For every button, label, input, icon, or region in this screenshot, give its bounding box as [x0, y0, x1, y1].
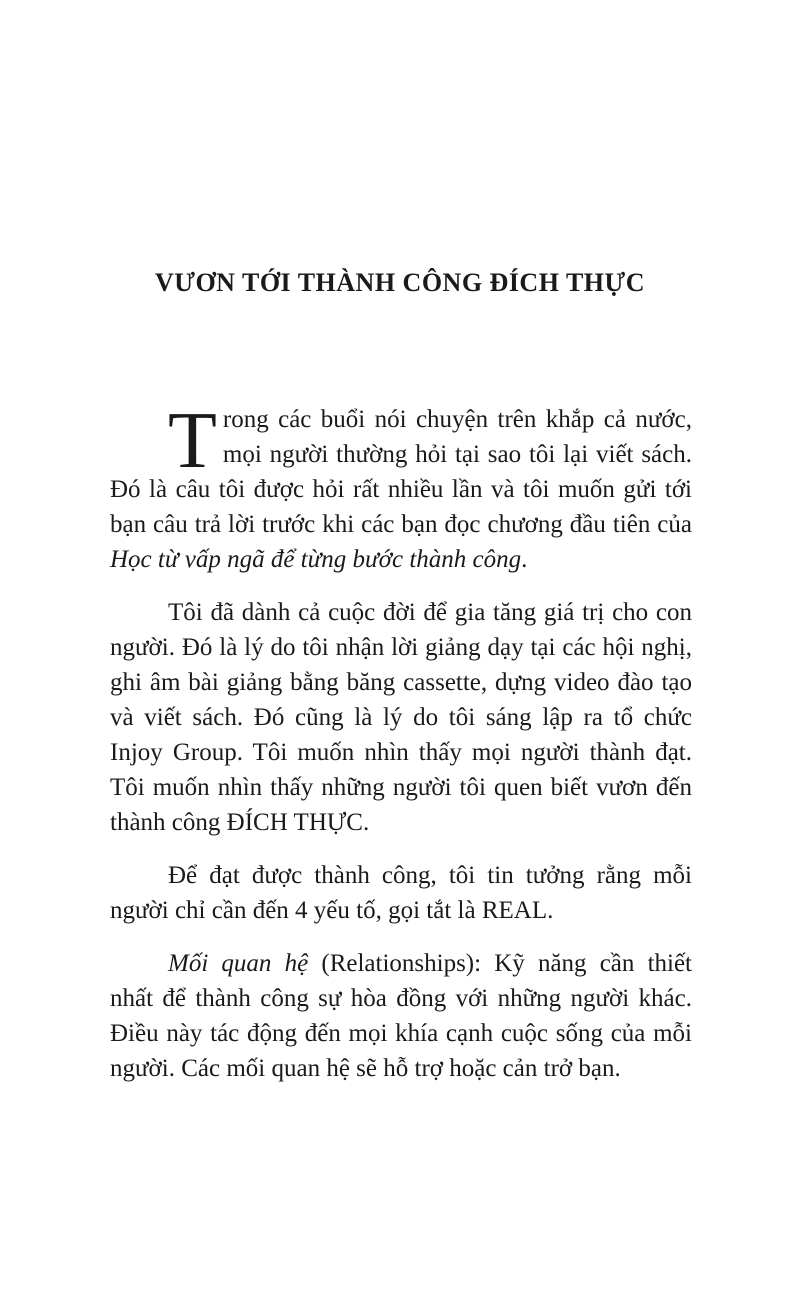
book-title-italic: Học từ vấp ngã để từng bước thành công — [110, 546, 522, 573]
paragraph-4-text: (Relationships): Kỹ năng cần thiết nhất để thành công sự hòa đồng với những người khác. Điều này tác động đến mọi khía cạnh cuộc sống của mỗi người. Các mối quan hệ sẽ hỗ trợ hoặc cản trở bạn. — [110, 950, 692, 1082]
paragraph-1-end: . — [521, 546, 528, 573]
paragraph-4 — [110, 946, 692, 1086]
body-text — [110, 397, 692, 1104]
paragraph-1-text: rong các buổi nói chuyện trên khắp cả nước, mọi người thường hỏi tại sao tôi lại viết sách. Đó là câu tôi được hỏi rất nhiều lần và tôi muốn gửi tới bạn câu trả lời trước khi các bạn đọc chương đầu tiên của — [110, 406, 692, 538]
drop-cap: T — [168, 397, 217, 485]
chapter-title: VƯƠN TỚI THÀNH CÔNG ĐÍCH THỰC — [154, 268, 645, 297]
paragraph-2: Tôi đã dành cả cuộc đời để gia tăng giá trị cho con người. Đó là lý do tôi nhận lời giảng dạy tại các hội nghị, ghi âm bài giảng bằng băng cassette, dựng video đào tạo và viết sách. Đó cũng là lý do tôi sáng lập ra tổ chức Injoy Group. Tôi muốn nhìn thấy mọi người thành đạt. Tôi muốn nhìn thấy những người tôi quen biết vươn đến thành công ĐÍCH THỰC. — [110, 599, 692, 836]
paragraph-1 — [110, 397, 692, 577]
paragraph-3: Để đạt được thành công, tôi tin tưởng rằng mỗi người chỉ cần đến 4 yếu tố, gọi tắt là REAL. — [110, 862, 692, 924]
term-relationships-italic: Mối quan hệ — [168, 950, 309, 977]
